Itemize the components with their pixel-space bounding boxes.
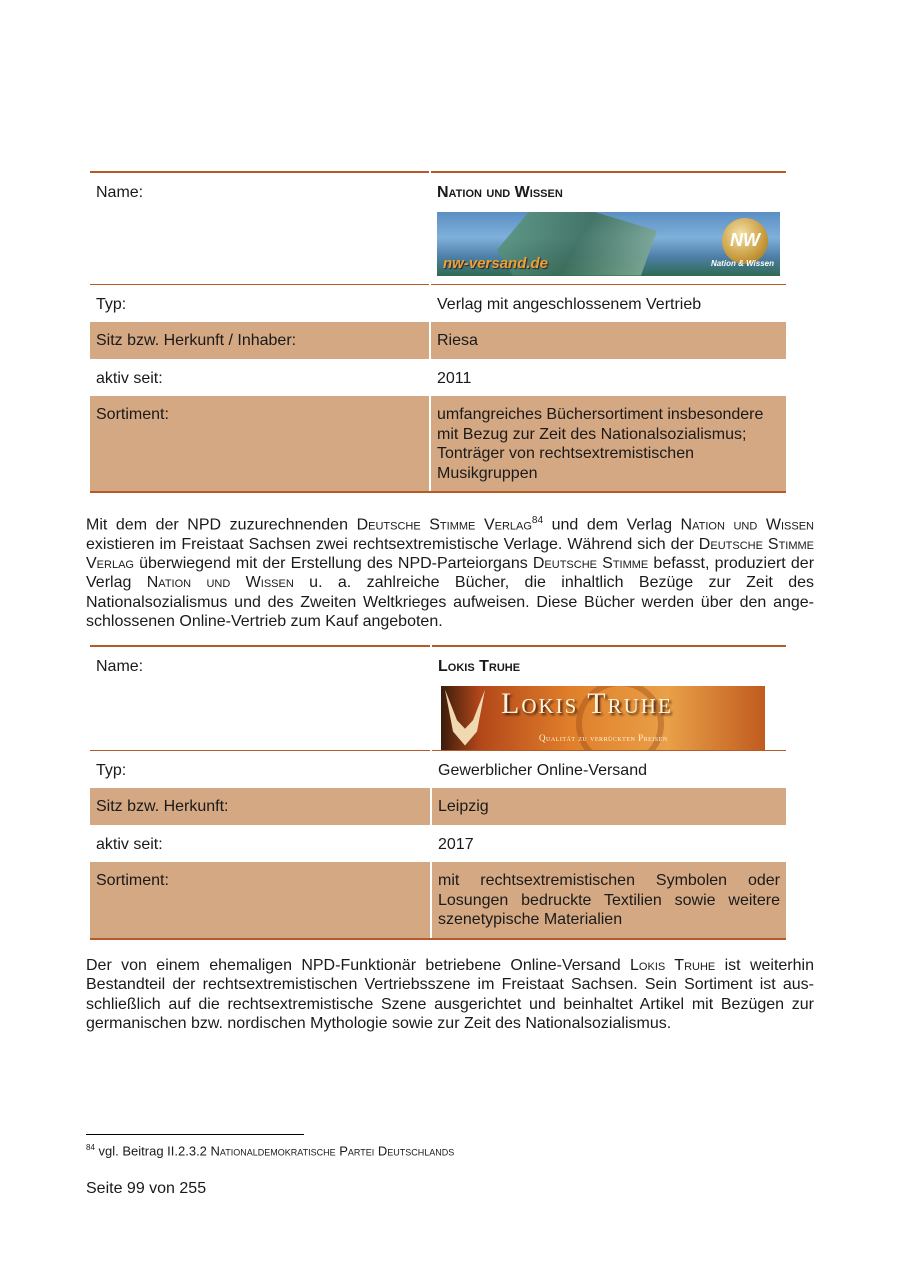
shop-name: Lokis Truhe	[438, 658, 521, 675]
text-run: Mit dem der NPD zuzurechnenden	[86, 516, 357, 534]
text-run: ist weiterhin Bestandteil der rechtsextremistischen Vertriebsszene im Freistaat Sachsen. Sein Sortiment ist ausschließlich auf die rechtsextremistische Szene ausgerichtet und beinhaltet Artikel mit Bezügen zur germanischen bzw. nordischen Mythologie sowie zur Zeit des Nationalsozialismus.	[86, 957, 814, 1032]
table-row	[90, 396, 786, 492]
footnote-ref: 84	[531, 515, 544, 526]
row-value: mit rechtsextremistischen Symbolen oder Losungen bedruckte Textilien sowie weitere szenetypische Materialien	[431, 862, 786, 939]
table-row	[90, 359, 786, 397]
row-label: aktiv seit:	[96, 835, 163, 853]
text-run: überwiegend mit der Erstellung des NPD-Parteiorgans	[133, 554, 533, 572]
table-row	[90, 172, 786, 284]
row-label: Sortiment:	[90, 396, 430, 492]
lokis-truhe-banner-image	[441, 686, 765, 750]
publisher-name: Nation und Wissen	[437, 184, 563, 201]
table-row	[90, 284, 786, 322]
table-row	[90, 788, 786, 825]
org-name: Deutsche Stimme	[532, 554, 649, 572]
table-row	[90, 646, 786, 750]
row-value: 2017	[431, 825, 786, 863]
org-name: Nation und Wissen	[146, 574, 294, 592]
footnote-number: 84	[86, 1143, 95, 1152]
footnote-text: vgl. Beitrag II.2.3.2	[94, 1143, 211, 1159]
info-table-lokis-truhe	[90, 645, 786, 940]
text-run: und dem Verlag	[543, 516, 681, 534]
row-value: Riesa	[430, 322, 786, 359]
row-value: Verlag mit angeschlossenem Vertrieb	[430, 284, 786, 322]
table-row	[90, 750, 786, 788]
text-run: Der von einem ehemaligen NPD-Funktionär betriebene Online-Versand	[86, 957, 631, 974]
banner-subtitle: Qualität zu verrückten Preisen	[539, 733, 668, 743]
footnote-org: Nationaldemokratische Partei Deutschlands	[210, 1143, 455, 1159]
row-label: Sitz bzw. Herkunft:	[90, 788, 431, 825]
body-paragraph-2	[86, 956, 814, 1033]
row-label: Typ:	[96, 295, 127, 313]
banner-site-text: nw-versand.de	[443, 255, 549, 272]
row-value: umfangreiches Büchersortiment insbesondere mit Bezug zur Zeit des Nationalsozialismus; Tonträger von rechtsextremistischen Musikgruppen	[430, 396, 786, 492]
footnote-divider	[86, 1134, 304, 1135]
text-run: u. a. zahlreiche Bücher, die inhaltlich Bezüge zur Zeit des Nationalsozialismus und des Zweiten Weltkrieges aufweisen. Diese Bücher werden über den angeschlossenen Online-Vertrieb zum Kauf angeboten.	[86, 574, 814, 630]
page-number: Seite 99 von 255	[86, 1180, 207, 1197]
row-label: aktiv seit:	[96, 369, 163, 387]
nw-emblem-icon: NW	[722, 218, 768, 264]
row-label: Name:	[90, 646, 431, 750]
org-name: Lokis Truhe	[630, 957, 716, 974]
org-name: Nation und Wissen	[680, 516, 814, 534]
row-value: 2011	[430, 359, 786, 397]
row-label: Sitz bzw. Herkunft / Inhaber:	[90, 322, 430, 359]
text-run: existieren im Freistaat Sachsen zwei rechtsextremistische Verlage. Während sich der	[86, 535, 699, 553]
row-value	[430, 172, 786, 284]
row-label: Name:	[90, 172, 430, 284]
banner-title: Lokis Truhe	[501, 686, 673, 720]
row-label: Typ:	[96, 761, 127, 779]
table-row	[90, 862, 786, 939]
body-paragraph-1	[86, 511, 814, 631]
org-name: Deutsche Stimme Verlag	[86, 535, 815, 572]
table-row	[90, 322, 786, 359]
row-value	[431, 646, 786, 750]
nw-versand-banner-image	[437, 212, 780, 276]
info-table-nation-und-wissen	[90, 171, 786, 493]
org-name: Deutsche Stimme Verlag	[356, 516, 532, 534]
table-row	[90, 825, 786, 863]
footnote	[86, 1143, 454, 1158]
banner-subtitle: Nation & Wissen	[710, 259, 774, 268]
horned-helmet-icon	[445, 690, 485, 746]
row-label: Sortiment:	[90, 862, 431, 939]
text-run: befasst, produziert der Verlag	[86, 554, 815, 592]
row-value: Leipzig	[431, 788, 786, 825]
row-value: Gewerblicher Online-Versand	[431, 750, 786, 788]
